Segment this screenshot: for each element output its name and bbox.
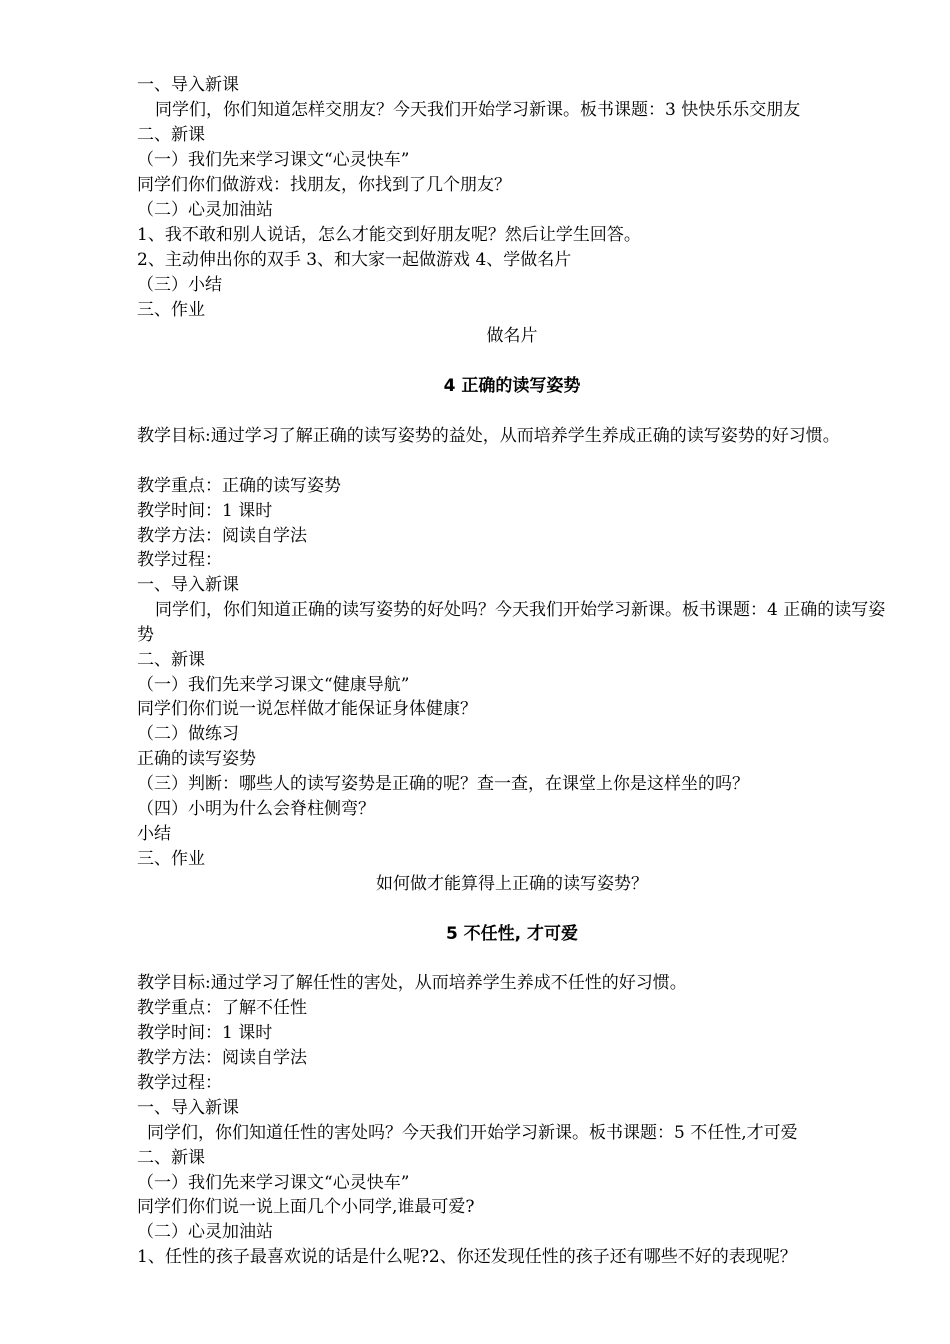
paragraph-intro: 同学们，你们知道任性的害处吗？今天我们开始学习新课。板书课题：5 不任性,才可爱 (147, 1123, 798, 1143)
teaching-method: 教学方法：阅读自学法 (137, 1048, 307, 1068)
text-line: 2、主动伸出你的双手 3、和大家一起做游戏 4、学做名片 (137, 250, 572, 270)
heading-new-lesson: 二、新课 (137, 1148, 205, 1168)
teaching-method: 教学方法：阅读自学法 (137, 526, 307, 546)
text-line: 1、我不敢和别人说话，怎么才能交到好朋友呢？然后让学生回答。 (137, 225, 641, 245)
section-title: 4 正确的读写姿势 (443, 376, 581, 396)
subheading: （二）心灵加油站 (137, 1222, 273, 1242)
teaching-time: 教学时间：1 课时 (137, 1023, 273, 1043)
text-line: 同学们你们说一说怎样做才能保证身体健康？ (137, 699, 477, 719)
summary: 小结 (137, 824, 171, 844)
subheading: （一）我们先来学习课文“心灵快车” (137, 150, 410, 170)
homework-topic: 如何做才能算得上正确的读写姿势？ (376, 874, 648, 894)
homework-topic: 做名片 (486, 326, 538, 346)
teaching-goal: 教学目标:通过学习了解正确的读写姿势的益处，从而培养学生养成正确的读写姿势的好习惯。 (137, 426, 840, 446)
heading-intro: 一、导入新课 (137, 75, 239, 95)
subheading: （一）我们先来学习课文“健康导航” (137, 675, 410, 695)
teaching-process: 教学过程： (137, 550, 222, 570)
text-line: 正确的读写姿势 (137, 749, 256, 769)
paragraph-intro: 同学们，你们知道正确的读写姿势的好处吗？今天我们开始学习新课。板书课题：4 正确的读写姿势 (137, 600, 886, 645)
paragraph-intro: 同学们，你们知道怎样交朋友？今天我们开始学习新课。板书课题：3 快快乐乐交朋友 (155, 100, 801, 120)
section-title: 5 不任性, 才可爱 (445, 924, 579, 944)
teaching-time: 教学时间：1 课时 (137, 501, 273, 521)
subheading: （三）判断：哪些人的读写姿势是正确的呢？查一查，在课堂上你是这样坐的吗？ (137, 774, 749, 794)
heading-intro: 一、导入新课 (137, 1098, 239, 1118)
heading-homework: 三、作业 (137, 849, 205, 869)
heading-homework: 三、作业 (137, 300, 205, 320)
text-line: 同学们你们说一说上面几个小同学,谁最可爱? (137, 1197, 475, 1217)
teaching-process: 教学过程： (137, 1073, 222, 1093)
subheading: （二）做练习 (137, 724, 239, 744)
heading-new-lesson: 二、新课 (137, 125, 205, 145)
teaching-focus: 教学重点：正确的读写姿势 (137, 476, 341, 496)
heading-new-lesson: 二、新课 (137, 650, 205, 670)
heading-intro: 一、导入新课 (137, 575, 239, 595)
teaching-focus: 教学重点：了解不任性 (137, 998, 307, 1018)
text-line: 1、任性的孩子最喜欢说的话是什么呢?2、你还发现任性的孩子还有哪些不好的表现呢？ (137, 1247, 797, 1267)
subheading: （三）小结 (137, 275, 222, 295)
subheading: （四）小明为什么会脊柱侧弯？ (137, 799, 375, 819)
subheading: （一）我们先来学习课文“心灵快车” (137, 1173, 410, 1193)
teaching-goal: 教学目标:通过学习了解任性的害处，从而培养学生养成不任性的好习惯。 (137, 973, 687, 993)
subheading: （二）心灵加油站 (137, 200, 273, 220)
text-line: 同学们你们做游戏：找朋友，你找到了几个朋友？ (137, 175, 511, 195)
